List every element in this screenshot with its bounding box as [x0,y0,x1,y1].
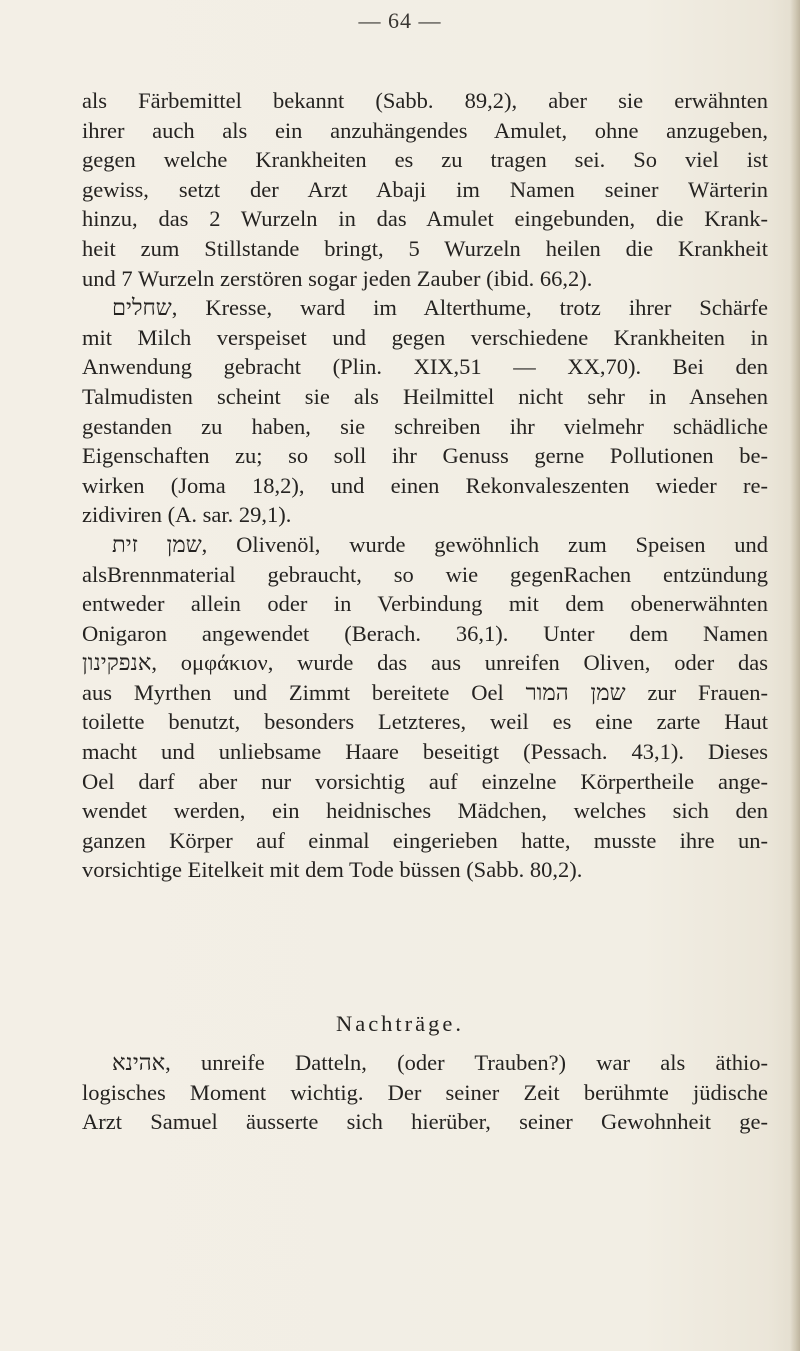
text-line: vorsichtige Eitelkeit mit dem Tode büssen (Sabb. 80,2). [82,857,583,883]
text-line: gestanden zu haben, sie schreiben ihr vielmehr schädliche [82,413,768,439]
text-line: entweder allein oder in Verbindung mit dem obenerwähnten [82,591,768,617]
text-line: Arzt Samuel äusserte sich hierüber, seiner Gewohnheit ge- [82,1109,768,1135]
text-line: ihrer auch als ein anzuhängendes Amulet, ohne anzugeben, [82,117,768,143]
text-line: Anwendung gebracht (Plin. XIX,51 — XX,70). Bei den [82,354,768,380]
page-edge-shadow [790,0,800,1351]
nachtraege-text-block [82,1048,768,1137]
text-line: Talmudisten scheint sie als Heilmittel nicht sehr in Ansehen [82,383,768,409]
page-number: — 64 — [358,8,442,33]
text-line: macht und unliebsame Haare beseitigt (Pessach. 43,1). Dieses [82,739,768,765]
text-line: wirken (Joma 18,2), und einen Rekonvaleszenten wieder re- [82,472,768,498]
text-line: wendet werden, ein heidnisches Mädchen, welches sich den [82,798,768,824]
section-heading-nachtraege: Nachträge. [335,1011,465,1036]
text-line: alsBrennmaterial gebraucht, so wie gegenRachen entzündung [82,561,768,587]
text-line: שמן זית, Olivenöl, wurde gewöhnlich zum Speisen und [112,531,768,557]
text-line: und 7 Wurzeln zerstören sogar jeden Zauber (ibid. 66,2). [82,265,593,291]
text-line: Oel darf aber nur vorsichtig auf einzelne Körpertheile ange- [82,768,768,794]
text-line: logisches Moment wichtig. Der seiner Zeit berühmte jüdische [82,1079,768,1105]
text-line: toilette benutzt, besonders Letzteres, weil es eine zarte Haut [82,709,768,735]
text-line: mit Milch verspeiset und gegen verschiedene Krankheiten in [82,324,768,350]
text-line: Onigaron angewendet (Berach. 36,1). Unter dem Namen [82,620,768,646]
main-text-block [82,86,768,885]
text-line: als Färbemittel bekannt (Sabb. 89,2), aber sie erwähnten [82,88,768,113]
text-line: hinzu, das 2 Wurzeln in das Amulet eingebunden, die Krank- [82,206,768,232]
text-line: gewiss, setzt der Arzt Abaji im Namen seiner Wärterin [82,176,768,202]
text-line: zidiviren (A. sar. 29,1). [82,502,292,528]
text-line: אהינא, unreife Datteln, (oder Trauben?) war als äthio- [112,1050,768,1075]
text-line: ganzen Körper auf einmal eingerieben hatte, musste ihre un- [82,827,768,853]
text-line: gegen welche Krankheiten es zu tragen sei. So viel ist [82,147,768,173]
text-line: heit zum Stillstande bringt, 5 Wurzeln heilen die Krankheit [82,235,768,261]
text-line: שחלים, Kresse, ward im Alterthume, trotz ihrer Schärfe [112,295,768,321]
text-line: אנפקינון, ομφάκιον, wurde das aus unreifen Oliven, oder das [82,650,768,676]
text-line: aus Myrthen und Zimmt bereitete Oel שמן המור zur Frauen- [82,679,769,705]
text-line: Eigenschaften zu; so soll ihr Genuss gerne Pollutionen be- [82,443,768,469]
